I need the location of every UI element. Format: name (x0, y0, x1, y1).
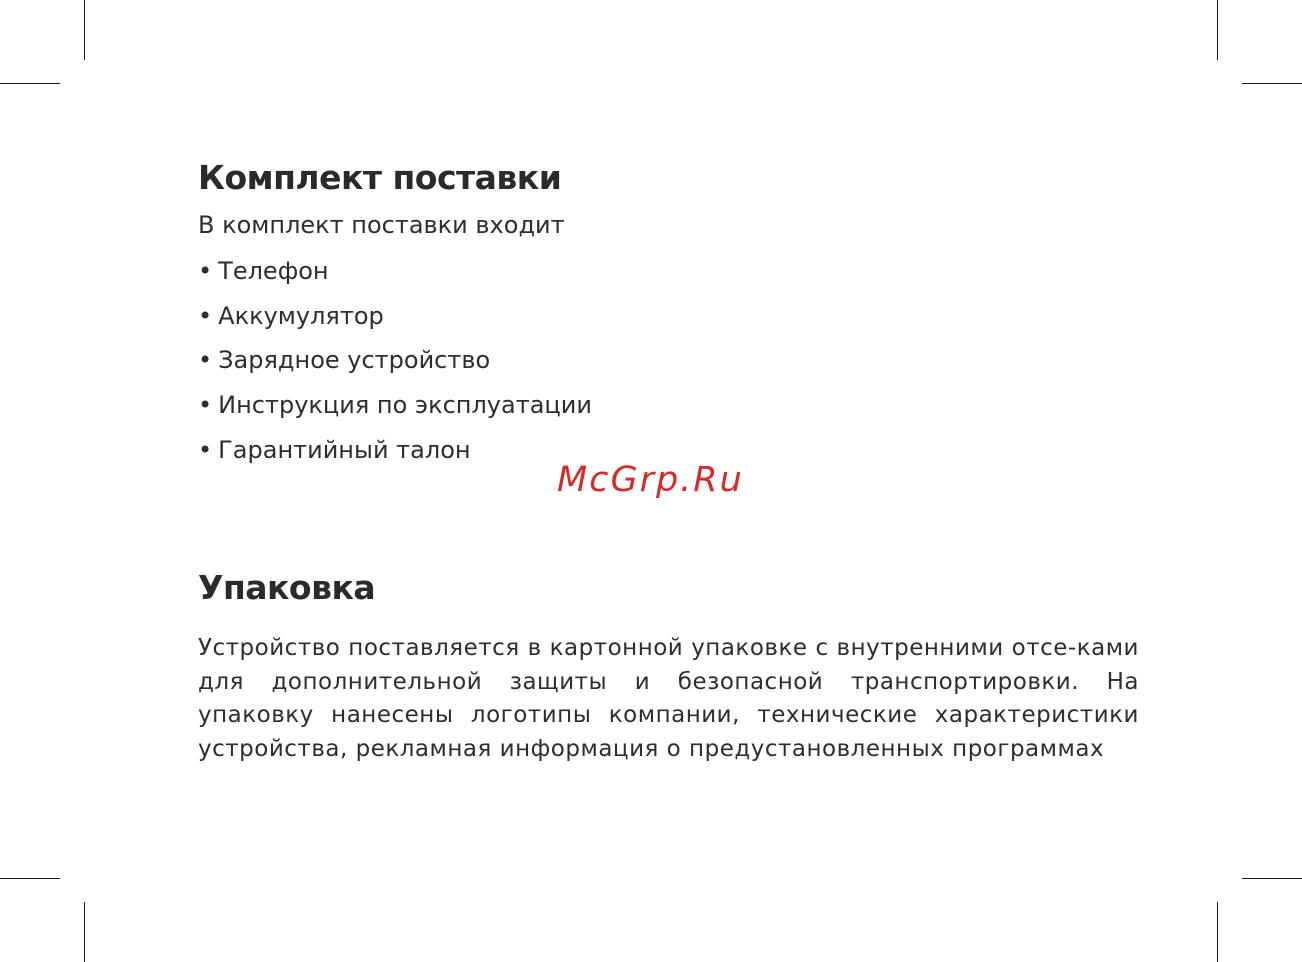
packaging-paragraph: Устройство поставляется в картонной упаковке с внутренними отсе-ками для дополнительной защиты и безопасной транспортировки. На упаковку нанесены логотипы компании, технические характеристики устройства, рекламная информация о предустановленных программах (198, 635, 1139, 762)
crop-mark-bottom-left-vertical (84, 902, 85, 962)
list-item: • Гарантийный талон (198, 433, 592, 478)
kit-section-title: Комплект поставки (198, 158, 562, 197)
list-item: • Зарядное устройство (198, 343, 592, 388)
crop-mark-top-left-vertical (84, 0, 85, 60)
crop-mark-top-left-horizontal (0, 83, 60, 84)
crop-mark-bottom-right-horizontal (1242, 878, 1302, 879)
kit-intro-text: В комплект поставки входит (198, 211, 565, 239)
crop-mark-bottom-left-horizontal (0, 878, 60, 879)
kit-list (198, 254, 592, 477)
list-item: • Телефон (198, 254, 592, 299)
crop-mark-top-right-vertical (1217, 0, 1218, 60)
watermark: McGrp.Ru (557, 460, 744, 500)
packaging-section-title: Упаковка (198, 568, 376, 607)
list-item: • Инструкция по эксплуатации (198, 388, 592, 433)
crop-mark-bottom-right-vertical (1217, 902, 1218, 962)
list-item: • Аккумулятор (198, 299, 592, 344)
crop-mark-top-right-horizontal (1242, 83, 1302, 84)
